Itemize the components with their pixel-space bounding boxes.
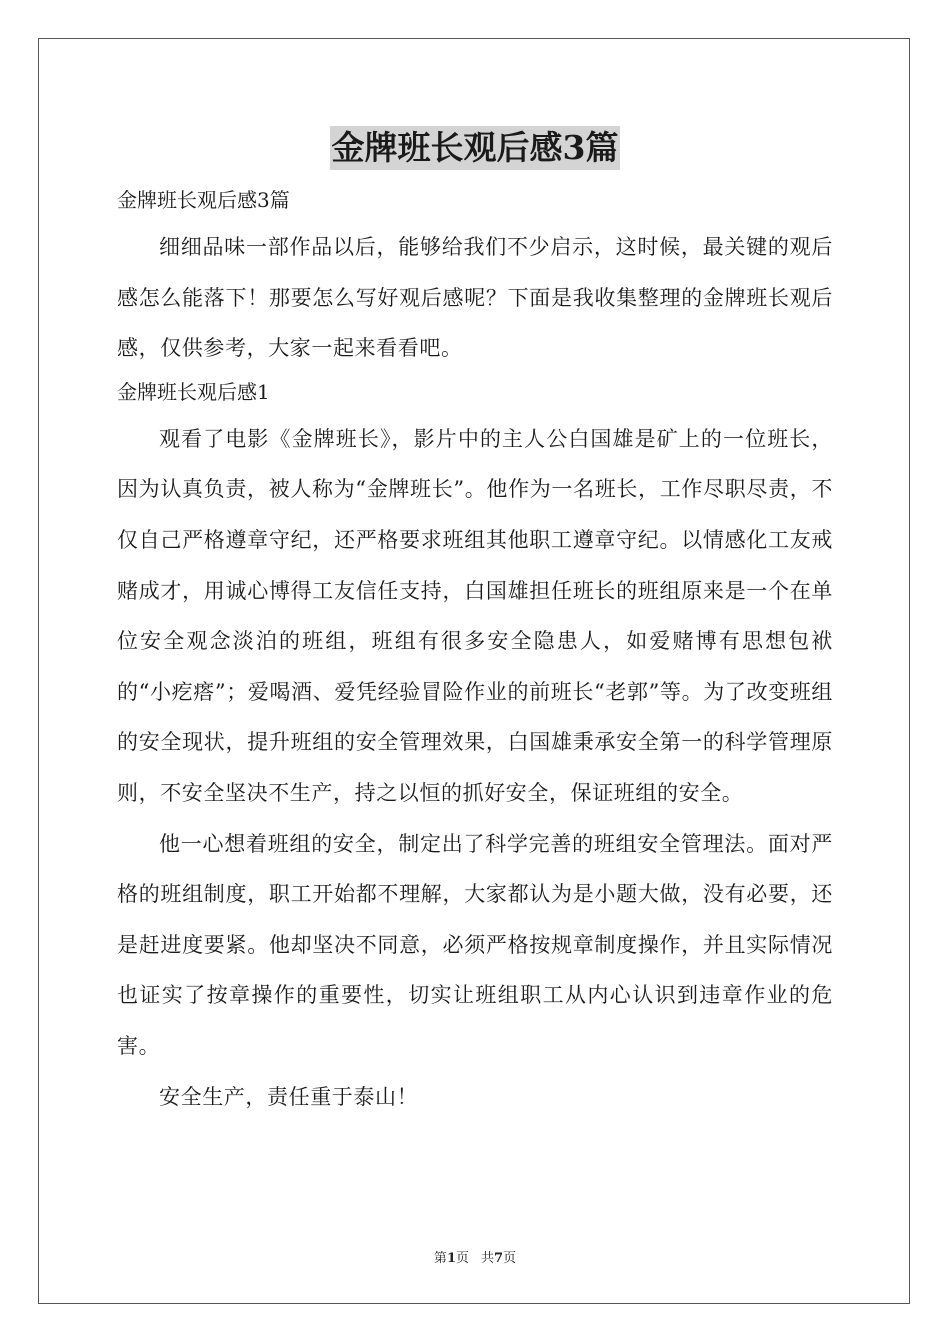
total-page-count: 7 <box>494 1251 504 1266</box>
intro-paragraph: 细细品味一部作品以后，能够给我们不少启示，这时候，最关键的观后感怎么能落下！那要怎么写好观后感呢？下面是我收集整理的金牌班长观后感，仅供参考，大家一起来看看吧。 <box>117 235 833 361</box>
page-label-prefix: 第 <box>433 1251 447 1266</box>
document-title-text: 金牌班长观后感3篇 <box>330 126 621 170</box>
body-paragraph: 安全生产，责任重于泰山！ <box>159 1084 419 1109</box>
page-footer <box>0 1247 950 1266</box>
section-heading: 金牌班长观后感1 <box>117 379 270 404</box>
document-subtitle: 金牌班长观后感3篇 <box>117 188 290 212</box>
total-label-suffix: 页 <box>503 1251 517 1266</box>
body-paragraph: 观看了电影《金牌班长》，影片中的主人公白国雄是矿上的一位班长，因为认真负责，被人称为“金牌班长”。他作为一名班长，工作尽职尽责，不仅自己严格遵章守纪，还严格要求班组其他职工遵章守纪。以情感化工友戒赌成才，用诚心博得工友信任支持，白国雄担任班长的班组原来是一个在单位安全观念淡泊的班组，班组有很多安全隐患人，如爱赌博有思想包袱的“小疙瘩”；爱喝酒、爱凭经验冒险作业的前班长“老郭”等。为了改变班组的安全现状，提升班组的安全管理效果，白国雄秉承安全第一的科学管理原则，不安全坚决不生产，持之以恒的抓好安全，保证班组的安全。 <box>117 426 833 805</box>
body-paragraph: 他一心想着班组的安全，制定出了科学完善的班组安全管理法。面对严格的班组制度，职工开始都不理解，大家都认为是小题大做，没有必要，还是赶进度要紧。他却坚决不同意，必须严格按规章制度操作，并且实际情况也证实了按章操作的重要性，切实让班组职工从内心认识到违章作业的危害。 <box>117 831 833 1058</box>
current-page-number: 1 <box>446 1251 456 1266</box>
page-label-suffix: 页 <box>455 1251 469 1266</box>
document-body <box>117 180 833 1122</box>
total-label-prefix: 共 <box>481 1251 495 1266</box>
document-title <box>0 126 950 170</box>
